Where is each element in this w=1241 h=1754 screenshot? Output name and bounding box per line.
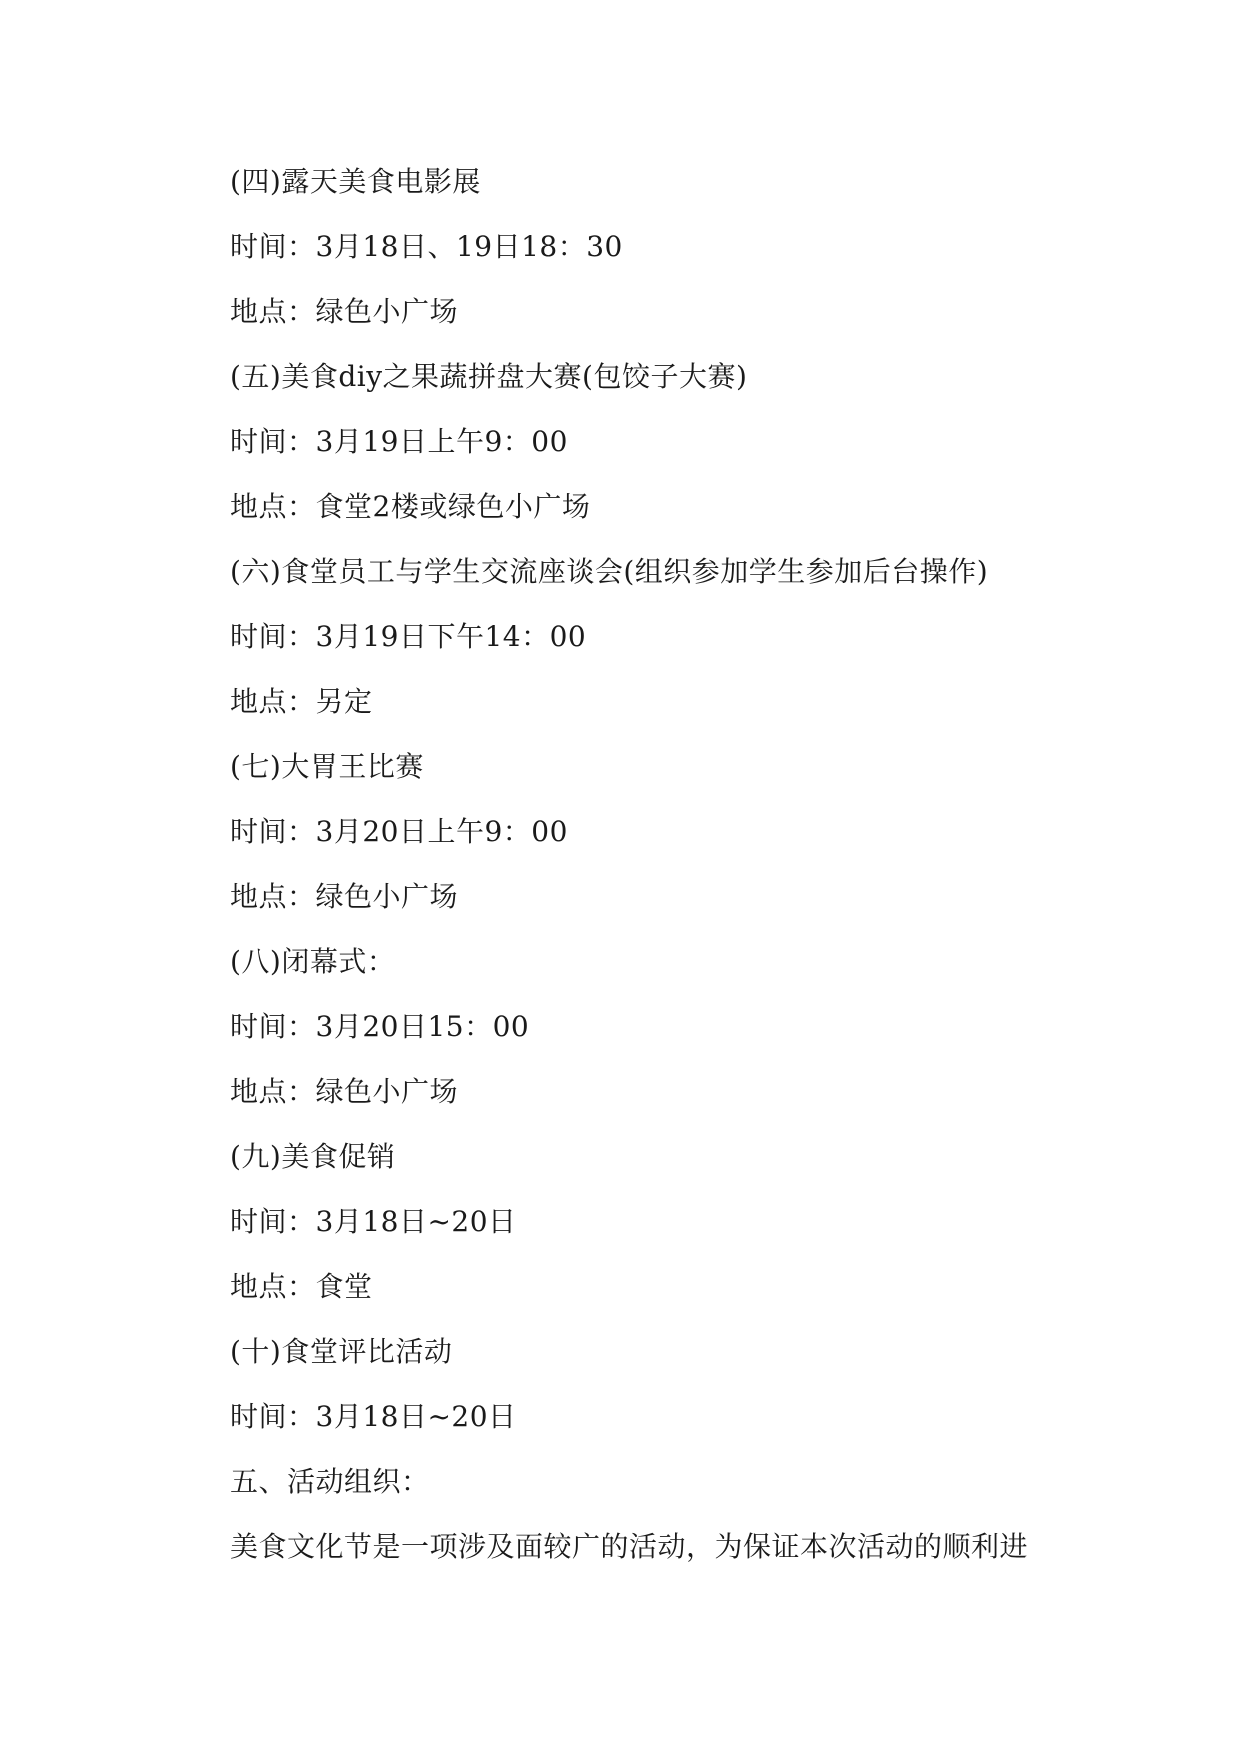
section-heading-7: (七)大胃王比赛 bbox=[230, 750, 424, 783]
time-line: 时间：3月18日、19日18：30 bbox=[230, 230, 623, 263]
section-heading-8: (八)闭幕式： bbox=[230, 945, 396, 978]
location-line: 地点：绿色小广场 bbox=[230, 295, 459, 328]
document-body bbox=[230, 158, 1090, 1588]
section-heading-5: (五)美食diy之果蔬拼盘大赛(包饺子大赛) bbox=[230, 360, 748, 393]
time-line: 时间：3月19日上午9：00 bbox=[230, 425, 568, 458]
chapter-heading: 五、活动组织： bbox=[230, 1465, 430, 1498]
section-heading-6: (六)食堂员工与学生交流座谈会(组织参加学生参加后台操作) bbox=[230, 555, 989, 588]
time-line: 时间：3月18日~20日 bbox=[230, 1400, 517, 1433]
location-line: 地点：食堂2楼或绿色小广场 bbox=[230, 490, 591, 523]
location-line: 地点：另定 bbox=[230, 685, 373, 718]
location-line: 地点：食堂 bbox=[230, 1270, 373, 1303]
time-line: 时间：3月20日上午9：00 bbox=[230, 815, 568, 848]
section-heading-9: (九)美食促销 bbox=[230, 1140, 396, 1173]
time-line: 时间：3月20日15：00 bbox=[230, 1010, 530, 1043]
location-line: 地点：绿色小广场 bbox=[230, 1075, 459, 1108]
section-heading-10: (十)食堂评比活动 bbox=[230, 1335, 453, 1368]
section-heading-4: (四)露天美食电影展 bbox=[230, 165, 481, 198]
location-line: 地点：绿色小广场 bbox=[230, 880, 459, 913]
time-line: 时间：3月18日~20日 bbox=[230, 1205, 517, 1238]
body-paragraph: 美食文化节是一项涉及面较广的活动，为保证本次活动的顺利进 bbox=[230, 1530, 1029, 1563]
time-line: 时间：3月19日下午14：00 bbox=[230, 620, 587, 653]
